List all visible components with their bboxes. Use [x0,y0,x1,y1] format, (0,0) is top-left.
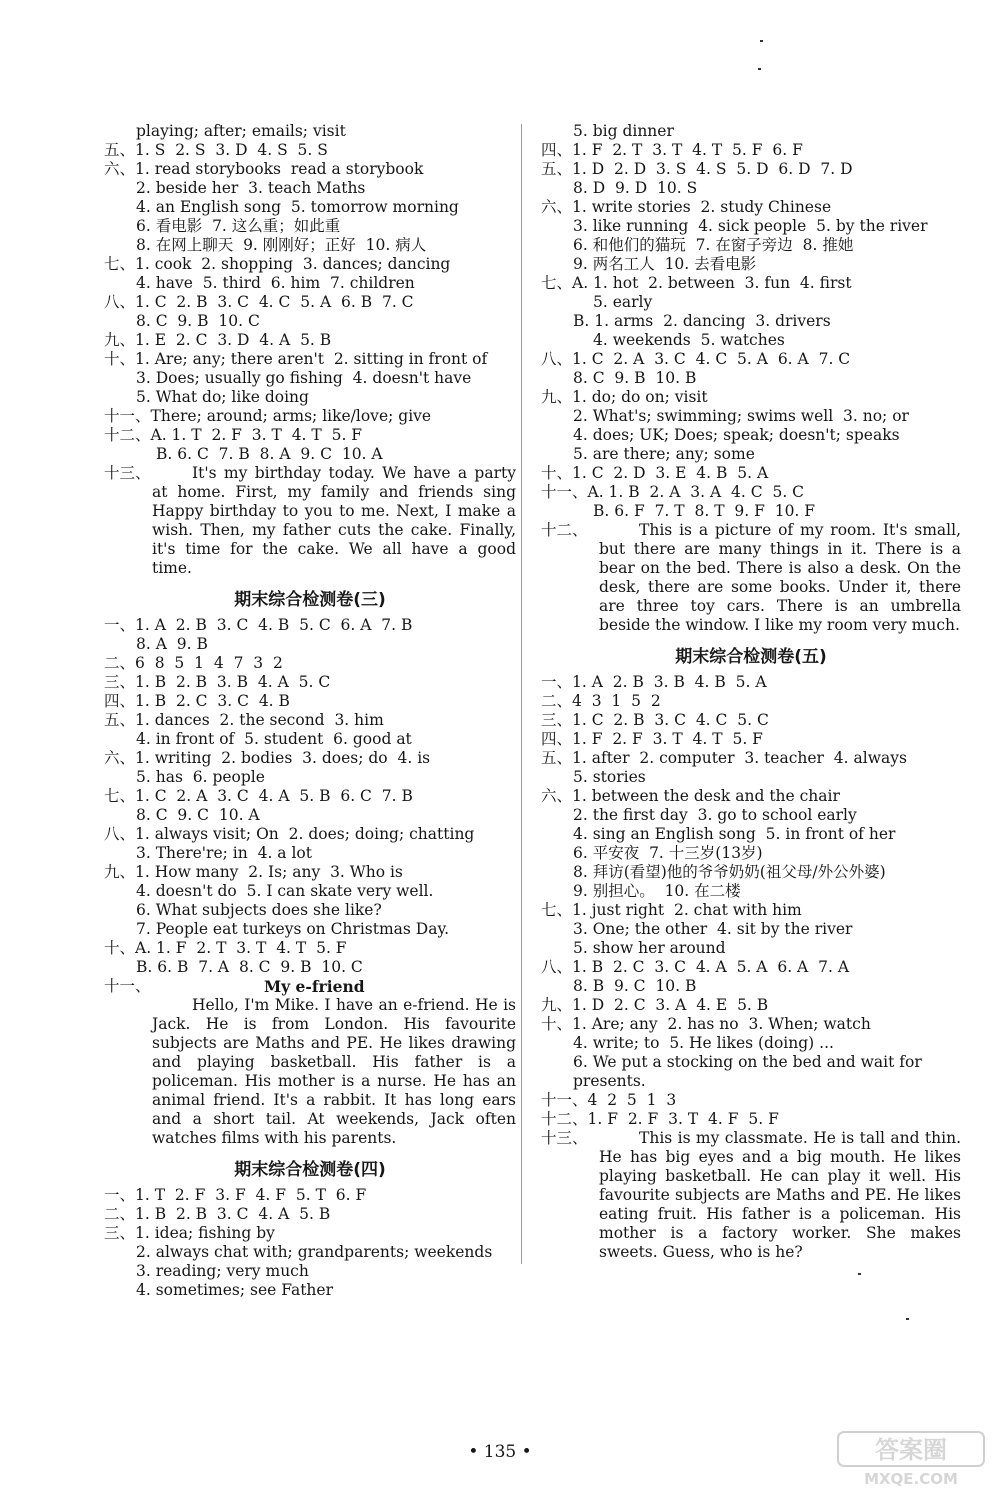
answer-line: 4. sometimes; see Father [136,1281,333,1299]
answer-line: 2. beside her 3. teach Maths [136,179,366,197]
answer-line: 十一、A. 1. B 2. A 3. A 4. C 5. C [541,483,805,501]
answer-line: 4. write; to 5. He likes (doing) ... [573,1034,834,1052]
scan-speck [760,40,763,42]
answer-line: 4. an English song 5. tomorrow morning [136,198,459,216]
answer-line: 6. 平安夜 7. 十三岁(13岁) [573,844,763,862]
answer-line: 4. in front of 5. student 6. good at [136,730,412,748]
answer-lines-block [104,1186,516,1300]
answer-line: playing; after; emails; visit [136,122,346,140]
answer-line: 七、1. just right 2. chat with him [541,901,802,919]
efriend-heading-row [104,977,516,996]
efriend-text: Hello, I'm Mike. I have an e-friend. He is Jack. He is from London. His favourite subjects are Maths and PE. He likes drawing and playing basketball. His father is a policeman. His mother is a nurse. He has an animal friend. It's a rabbit. It has long ears and a short tail. At weekends, Jack often watches films with his parents. [152,996,516,1147]
answer-line: 十一、4 2 5 1 3 [541,1091,677,1109]
birthday-essay [104,464,516,578]
answer-line: 四、1. F 2. F 3. T 4. T 5. F [541,730,763,748]
section-title-test4: 期末综合检测卷(四) [234,1160,386,1180]
room-essay [541,521,961,635]
answer-line: 十二、1. F 2. F 3. T 4. F 5. F [541,1110,779,1128]
answer-line: 七、1. C 2. A 3. C 4. A 5. B 6. C 7. B [104,787,413,805]
answer-line: 5. has 6. people [136,768,265,786]
column-divider [521,124,522,1264]
answer-line: 6. What subjects does she like? [136,901,382,919]
answer-line: 4. have 5. third 6. him 7. children [136,274,415,292]
answer-line: 一、1. A 2. B 3. B 4. B 5. A [541,673,767,691]
answer-line: 六、1. read storybooks read a storybook [104,160,424,178]
essay-text: This is a picture of my room. It's small, but there are many things in it. There is a bear on the bed. There is also a desk. On the desk, there are some books. Under it, there are three toy cars. There is an umbrella beside the window. I like my room very much. [599,521,961,634]
answer-line: 四、1. F 2. T 3. T 4. T 5. F 6. F [541,141,803,159]
answer-line: 十、1. Are; any; there aren't 2. sitting in front of [104,350,488,368]
answer-line: 十二、A. 1. T 2. F 3. T 4. T 5. F [104,426,363,444]
answer-line: 3. reading; very much [136,1262,309,1280]
answer-lines-block [541,122,961,521]
answer-line: 5. big dinner [573,122,674,140]
answer-line: 8. D 9. D 10. S [573,179,698,197]
answer-line: 3. Does; usually go fishing 4. doesn't have [136,369,472,387]
page-number: • 135 • [468,1442,532,1462]
watermark-logo [836,1428,986,1488]
answer-lines-block [104,616,516,977]
svg-text:答案圈: 答案圈 [875,1436,947,1464]
answer-line: 2. What's; swimming; swims well 3. no; or [573,407,909,425]
answer-line: 5. stories [573,768,646,786]
answer-line: 9. 两名工人 10. 去看电影 [573,255,757,273]
answer-line: 八、1. B 2. C 3. C 4. A 5. A 6. A 7. A [541,958,850,976]
answer-line: 2. always chat with; grandparents; weekends [136,1243,493,1261]
answer-line: 4. weekends 5. watches [593,331,785,349]
left-column [104,122,516,1300]
essay-text: It's my birthday today. We have a party at home. First, my family and friends sing Happy birthday to you to me. Next, I make a wish. Then, my father cuts the cake. Finally, it's time for the cake. We all have a good time. [152,464,516,577]
answer-line: 5. are there; any; some [573,445,755,463]
answer-line: 六、1. between the desk and the chair [541,787,840,805]
answer-line: 十、A. 1. F 2. T 3. T 4. T 5. F [104,939,347,957]
answer-line: 5. What do; like doing [136,388,309,406]
answer-line: 八、1. always visit; On 2. does; doing; chatting [104,825,475,843]
efriend-title: My e-friend [264,977,365,996]
answer-line: 3. like running 4. sick people 5. by the river [573,217,928,235]
answer-line: 4. sing an English song 5. in front of her [573,825,896,843]
answer-line: 九、1. do; do on; visit [541,388,708,406]
answer-lines-block [104,122,516,464]
answer-line: 八、1. C 2. A 3. C 4. C 5. A 6. A 7. C [541,350,851,368]
answer-line: 9. 别担心。 10. 在二楼 [573,882,741,900]
answer-line: B. 6. B 7. A 8. C 9. B 10. C [136,958,363,976]
answer-line: 二、6 8 5 1 4 7 3 2 [104,654,283,672]
answer-line: 4. does; UK; Does; speak; doesn't; speaks [573,426,900,444]
answer-line: 7. People eat turkeys on Christmas Day. [136,920,450,938]
answer-line: 六、1. write stories 2. study Chinese [541,198,832,216]
scan-speck [906,1318,909,1320]
answer-line: 五、1. D 2. D 3. S 4. S 5. D 6. D 7. D [541,160,853,178]
answer-line: 八、1. C 2. B 3. C 4. C 5. A 6. B 7. C [104,293,414,311]
scan-speck [858,1273,861,1275]
answer-line: presents. [573,1072,646,1090]
answer-line: 5. show her around [573,939,726,957]
section-title-test5: 期末综合检测卷(五) [675,647,827,667]
answer-line: 8. C 9. C 10. A [136,806,260,824]
efriend-essay [152,996,516,1148]
answer-line: 一、1. T 2. F 3. F 4. F 5. T 6. F [104,1186,367,1204]
answer-line: 3. One; the other 4. sit by the river [573,920,853,938]
answer-line: 五、1. after 2. computer 3. teacher 4. always [541,749,907,767]
answer-line: 4. doesn't do 5. I can skate very well. [136,882,434,900]
answer-line: 五、1. S 2. S 3. D 4. S 5. S [104,141,328,159]
answer-line: 七、1. cook 2. shopping 3. dances; dancing [104,255,451,273]
svg-text:MXQE.COM: MXQE.COM [864,1470,958,1488]
answer-line: 十一、There; around; arms; like/love; give [104,407,432,425]
answer-line: 5. early [593,293,653,311]
answer-line: 九、1. D 2. C 3. A 4. E 5. B [541,996,769,1014]
answer-line: 六、1. writing 2. bodies 3. does; do 4. is [104,749,431,767]
essay-label: 十三、 [104,464,151,482]
answer-line: 3. There're; in 4. a lot [136,844,312,862]
answer-line: 七、A. 1. hot 2. between 3. fun 4. first [541,274,852,292]
answer-line: 四、1. B 2. C 3. C 4. B [104,692,290,710]
answer-line: 三、1. B 2. B 3. B 4. A 5. C [104,673,331,691]
efriend-label: 十一、 [104,977,151,995]
answer-line: 九、1. E 2. C 3. D 4. A 5. B [104,331,332,349]
answer-line: 三、1. C 2. B 3. C 4. C 5. C [541,711,769,729]
right-column [541,122,961,1262]
scan-speck [758,68,761,70]
answer-lines-block [541,673,961,1129]
answer-line: 6. We put a stocking on the bed and wait for [573,1053,922,1071]
section-title-test3: 期末综合检测卷(三) [234,590,386,610]
essay-text: This is my classmate. He is tall and thin. He has big eyes and a big mouth. He likes playing basketball. He can play it well. His favourite subjects are Maths and PE. He likes eating fruit. His father is a policeman. His mother is a factory worker. She makes sweets. Guess, who is he? [599,1129,961,1261]
answer-line: 8. C 9. B 10. C [136,312,260,330]
answer-line: 五、1. dances 2. the second 3. him [104,711,384,729]
answer-line: 6. 看电影 7. 这么重；如此重 [136,217,341,235]
answer-line: 6. 和他们的猫玩 7. 在窗子旁边 8. 推她 [573,236,854,254]
answer-line: 8. C 9. B 10. B [573,369,697,387]
answer-line: 十、1. C 2. D 3. E 4. B 5. A [541,464,769,482]
answer-line: B. 6. F 7. T 8. T 9. F 10. F [593,502,816,520]
essay-label: 十三、 [541,1129,588,1147]
answer-line: 一、1. A 2. B 3. C 4. B 5. C 6. A 7. B [104,616,413,634]
answer-line: 2. the first day 3. go to school early [573,806,857,824]
answer-line: 三、1. idea; fishing by [104,1224,275,1242]
classmate-essay [541,1129,961,1262]
essay-label: 十二、 [541,521,588,539]
answer-line: 十、1. Are; any 2. has no 3. When; watch [541,1015,871,1033]
answer-line: 二、1. B 2. B 3. C 4. A 5. B [104,1205,331,1223]
answer-line: 九、1. How many 2. Is; any 3. Who is [104,863,403,881]
answer-line: B. 6. C 7. B 8. A 9. C 10. A [156,445,383,463]
answer-line: 二、4 3 1 5 2 [541,692,661,710]
answer-line: 8. 拜访(看望)他的爷爷奶奶(祖父母/外公外婆) [573,863,886,881]
answer-line: 8. 在网上聊天 9. 刚刚好；正好 10. 病人 [136,236,427,254]
answer-line: B. 1. arms 2. dancing 3. drivers [573,312,831,330]
answer-line: 8. B 9. C 10. B [573,977,697,995]
answer-line: 8. A 9. B [136,635,208,653]
